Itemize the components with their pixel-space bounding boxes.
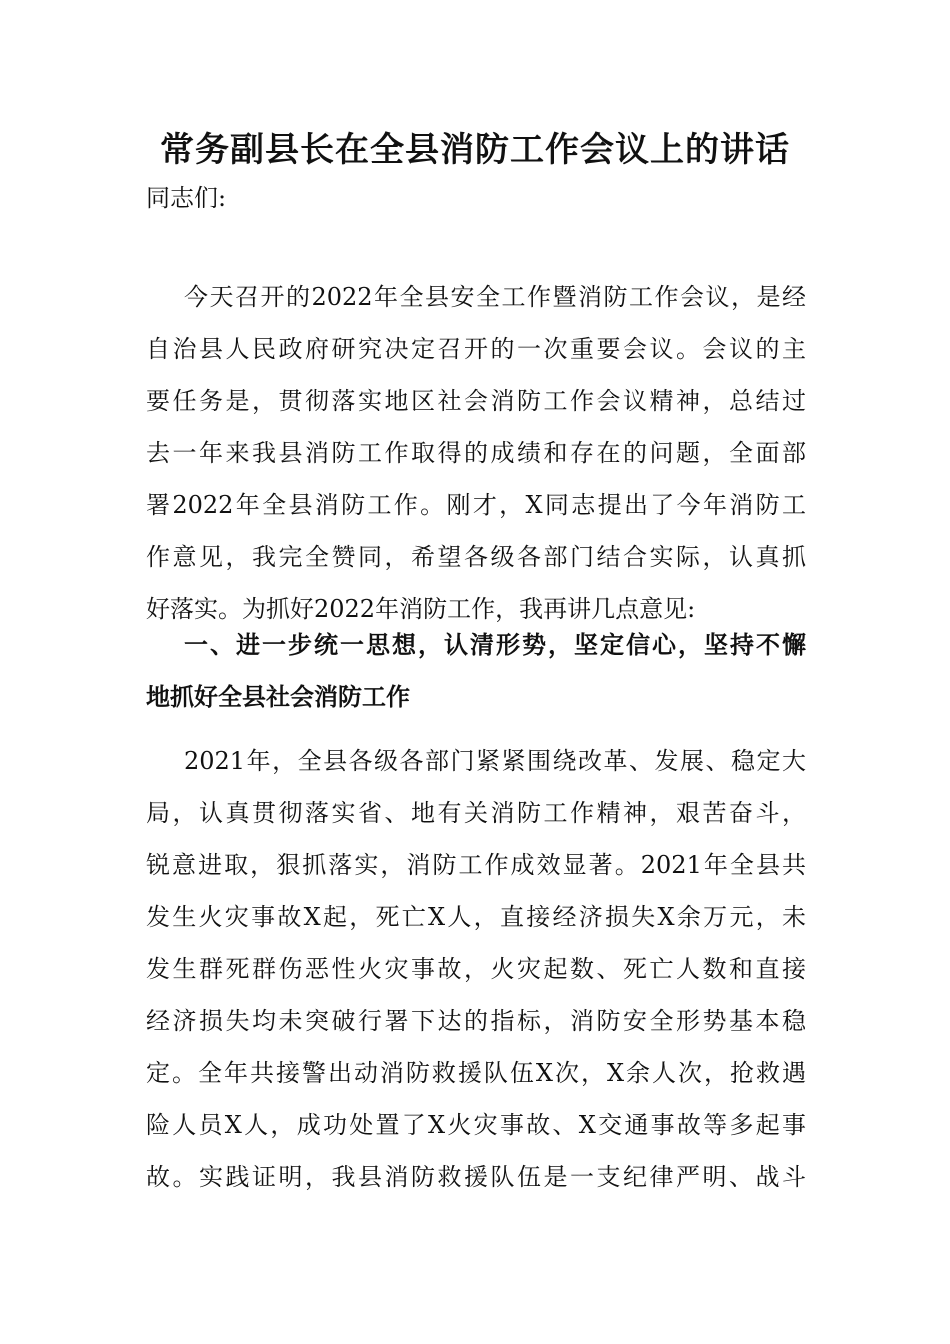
greeting (146, 172, 806, 224)
paragraph-line: 定。全年共接警出动消防救援队伍X次，X余人次，抢救遇 (146, 1059, 806, 1087)
paragraph-2021-review (146, 735, 806, 1203)
paragraph-line: 险人员X人，成功处置了X火灾事故、X交通事故等多起事 (146, 1111, 806, 1139)
paragraph-line: 发生群死群伤恶性火灾事故，火灾起数、死亡人数和直接 (146, 955, 806, 983)
paragraph-line: 局，认真贯彻落实省、地有关消防工作精神，艰苦奋斗， (146, 799, 806, 827)
paragraph-line: 要任务是，贯彻落实地区社会消防工作会议精神，总结过 (146, 387, 806, 415)
paragraph-line: 2021年，全县各级各部门紧紧围绕改革、发展、稳定大 (184, 747, 806, 775)
heading-line: 一、进一步统一思想，认清形势，坚定信心，坚持不懈 (184, 630, 806, 659)
section-heading-1 (146, 619, 806, 723)
paragraph-line: 发生火灾事故X起，死亡X人，直接经济损失X余万元，未 (146, 903, 806, 931)
paragraph-line: 锐意进取，狠抓落实，消防工作成效显著。2021年全县共 (146, 851, 806, 879)
document-title: 常务副县长在全县消防工作会议上的讲话 (160, 130, 790, 170)
greeting-line: 同志们: (146, 184, 227, 212)
paragraph-line: 故。实践证明，我县消防救援队伍是一支纪律严明、战斗 (146, 1163, 806, 1191)
paragraph-line: 去一年来我县消防工作取得的成绩和存在的问题，全面部 (146, 439, 806, 467)
paragraph-line: 经济损失均未突破行署下达的指标，消防安全形势基本稳 (146, 1007, 806, 1035)
paragraph-line: 作意见，我完全赞同，希望各级各部门结合实际，认真抓 (146, 543, 806, 571)
paragraph-intro (146, 271, 806, 635)
paragraph-line: 自治县人民政府研究决定召开的一次重要会议。会议的主 (146, 335, 806, 363)
paragraph-line: 今天召开的2022年全县安全工作暨消防工作会议，是经 (184, 283, 806, 311)
paragraph-line: 署2022年全县消防工作。刚才，X同志提出了今年消防工 (146, 491, 806, 519)
paragraph-line: 好落实。为抓好2022年消防工作，我再讲几点意见: (146, 595, 696, 623)
heading-line: 地抓好全县社会消防工作 (146, 682, 410, 711)
